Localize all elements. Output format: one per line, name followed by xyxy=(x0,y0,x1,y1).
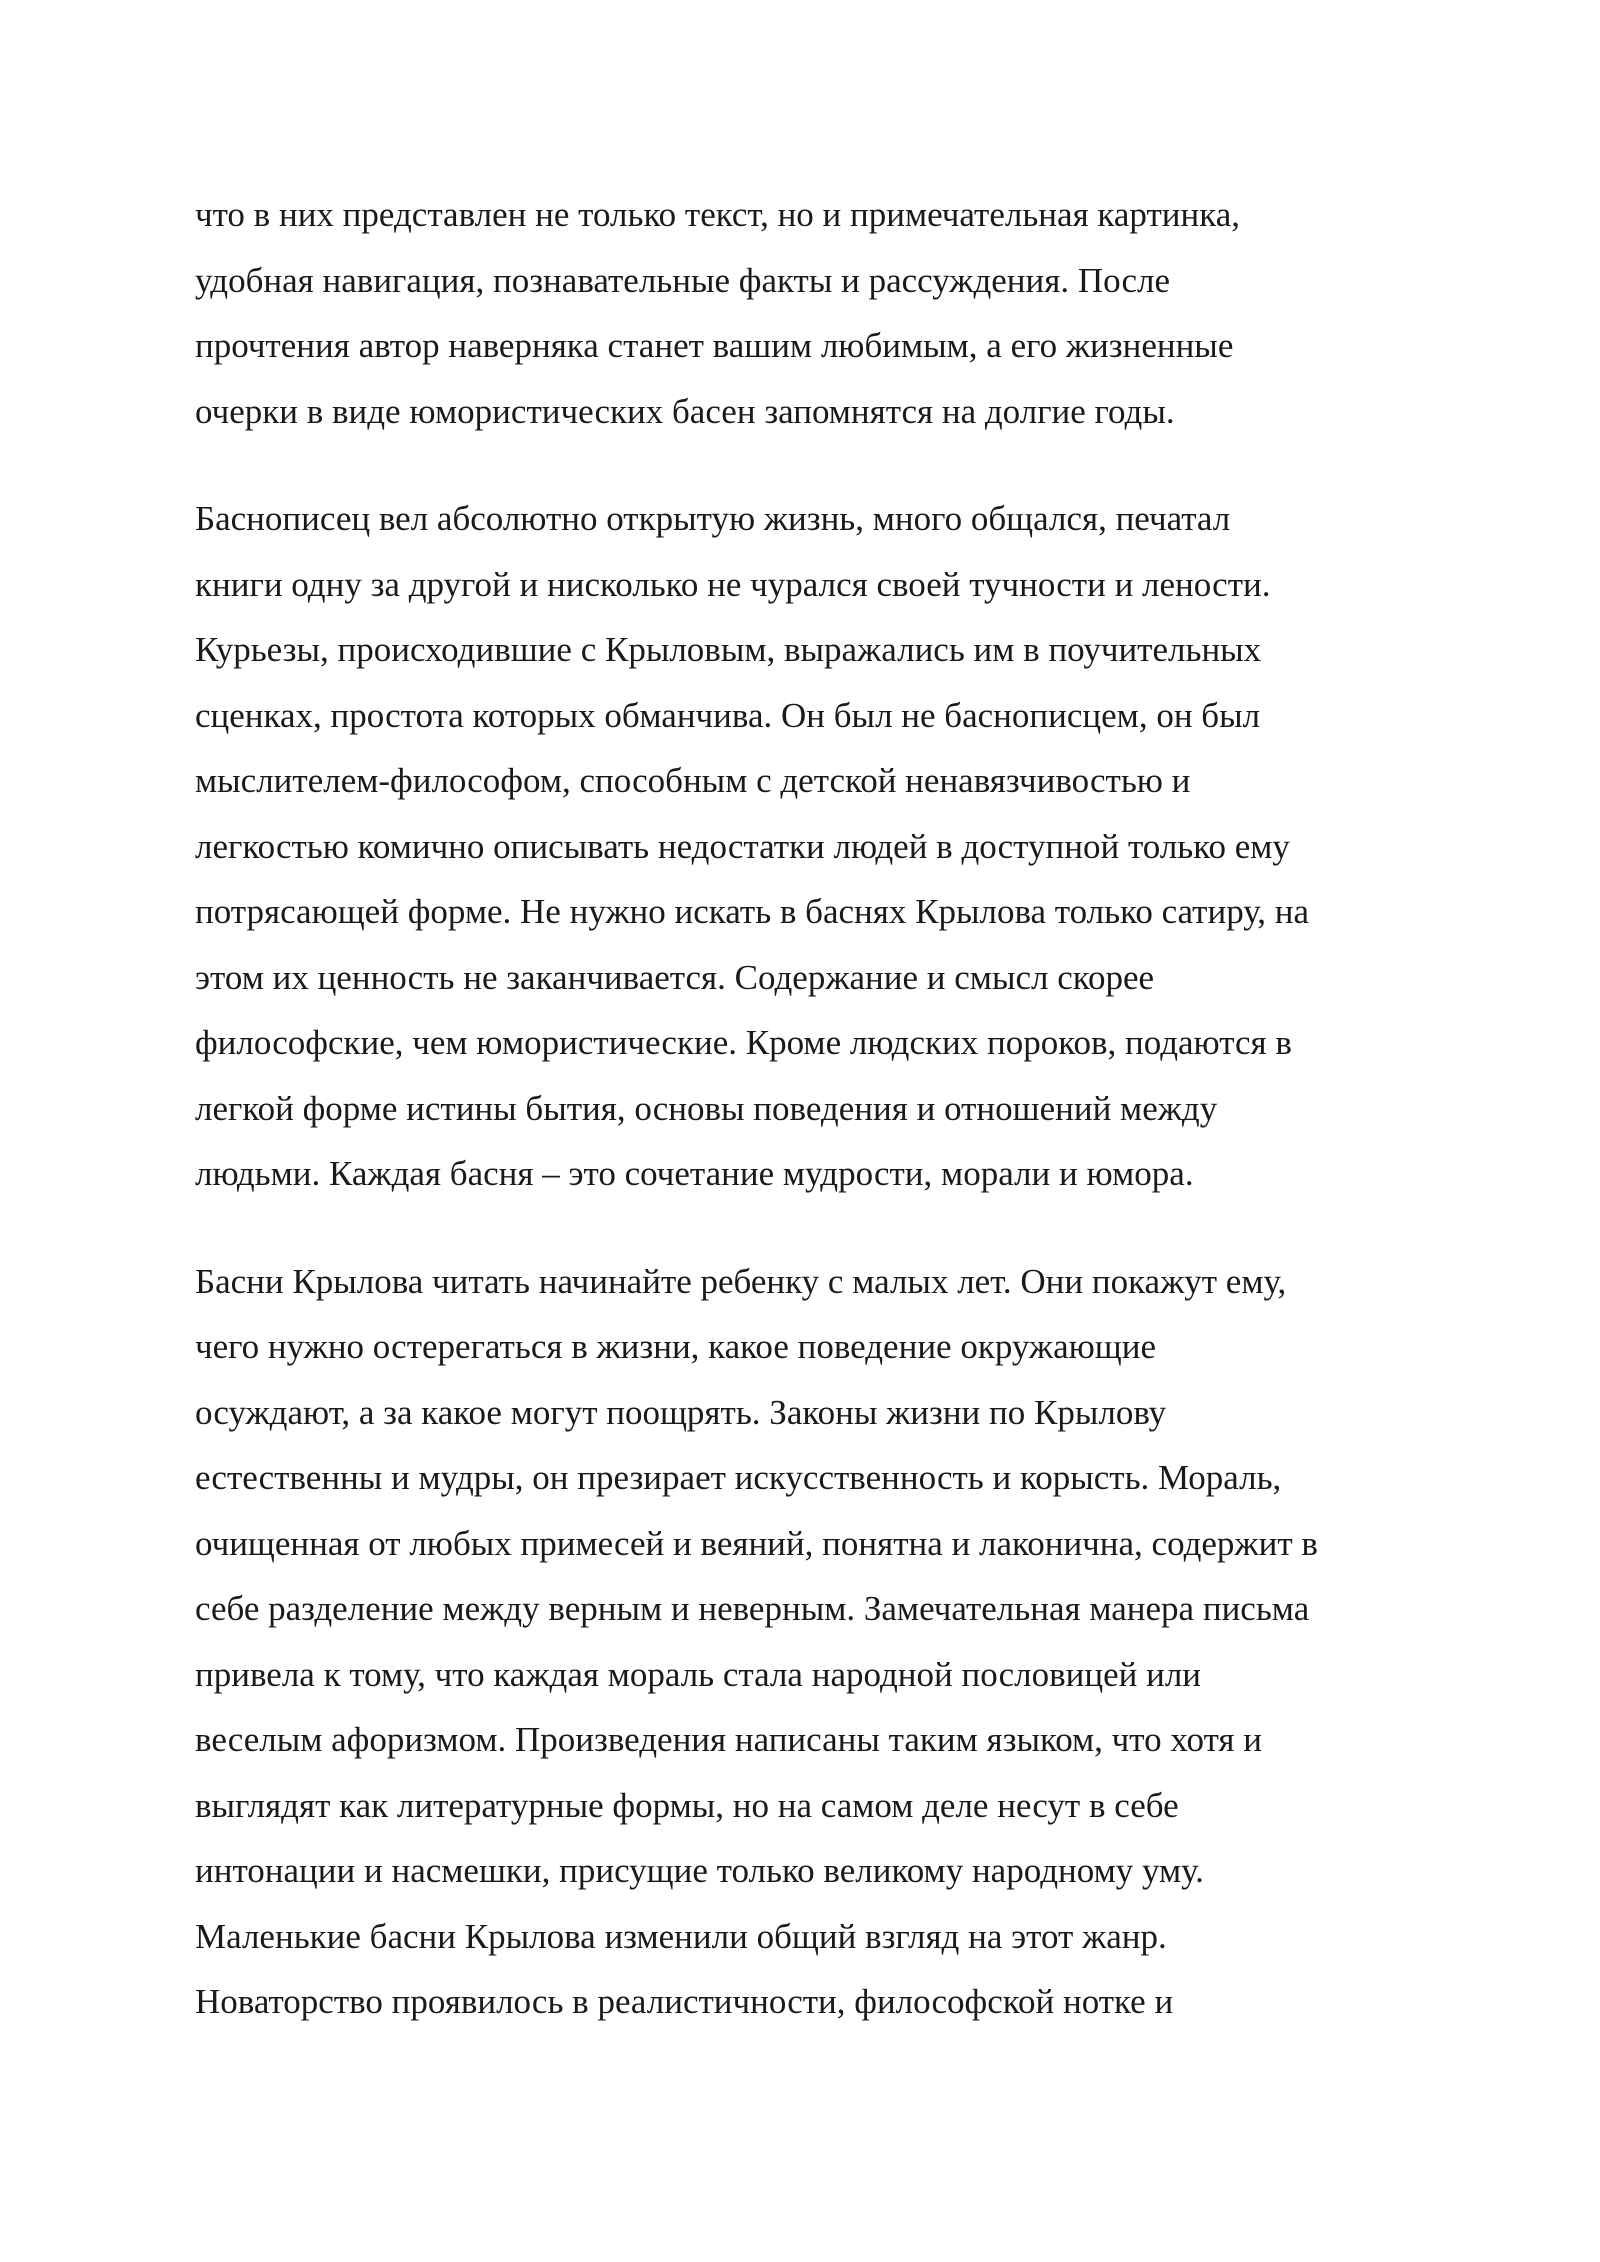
text-line: людьми. Каждая басня – это сочетание мудрости, морали и юмора. xyxy=(195,1154,1194,1193)
text-line: выглядят как литературные формы, но на самом деле несут в себе xyxy=(195,1785,1179,1825)
text-line: прочтения автор наверняка станет вашим любимым, а его жизненные xyxy=(195,326,1234,365)
text-line: Курьезы, происходившие с Крыловым, выражались им в поучительных xyxy=(195,630,1262,669)
body-text xyxy=(195,182,1455,2077)
text-line: книги одну за другой и нисколько не чурался своей тучности и лености. xyxy=(195,564,1271,604)
text-line: привела к тому, что каждая мораль стала народной пословицей или xyxy=(195,1654,1202,1694)
text-line: Маленькие басни Крылова изменили общий взгляд на этот жанр. xyxy=(195,1916,1167,1956)
text-line: философские, чем юмористические. Кроме людских пороков, подаются в xyxy=(195,1023,1292,1062)
text-line: потрясающей форме. Не нужно искать в баснях Крылова только сатиру, на xyxy=(195,892,1310,931)
text-line: себе разделение между верным и неверным. Замечательная манера письма xyxy=(195,1589,1310,1628)
text-line: мыслителем-философом, способным с детской ненавязчивостью и xyxy=(195,761,1191,800)
text-line: естественны и мудры, он презирает искусственность и корысть. Мораль, xyxy=(195,1458,1282,1497)
text-line: Новаторство проявилось в реалистичности, философской нотке и xyxy=(195,1982,1174,2021)
text-line: очищенная от любых примесей и веяний, понятна и лаконична, содержит в xyxy=(195,1523,1318,1563)
text-line: сценках, простота которых обманчива. Он был не баснописцем, он был xyxy=(195,695,1261,735)
text-line: легкостью комично описывать недостатки людей в доступной только ему xyxy=(195,826,1290,866)
text-line: этом их ценность не заканчивается. Содержание и смысл скорее xyxy=(195,957,1155,997)
text-line: удобная навигация, познавательные факты и рассуждения. После xyxy=(195,260,1171,300)
text-line: очерки в виде юмористических басен запомнятся на долгие годы. xyxy=(195,391,1175,431)
text-line: что в них представлен не только текст, но и примечательная картинка, xyxy=(195,195,1240,234)
text-line: легкой форме истины бытия, основы поведения и отношений между xyxy=(195,1088,1218,1128)
text-line: чего нужно остерегаться в жизни, какое поведение окружающие xyxy=(195,1327,1156,1366)
paragraph-2 xyxy=(195,486,1455,1207)
text-line: осуждают, а за какое могут поощрять. Законы жизни по Крылову xyxy=(195,1392,1167,1432)
text-line: веселым афоризмом. Произведения написаны таким языком, что хотя и xyxy=(195,1720,1262,1759)
text-line: Баснописец вел абсолютно открытую жизнь, много общался, печатал xyxy=(195,499,1231,538)
text-line: интонации и насмешки, присущие только великому народному уму. xyxy=(195,1851,1204,1890)
paragraph-1 xyxy=(195,182,1455,444)
paragraph-3 xyxy=(195,1249,1455,2035)
text-line: Басни Крылова читать начинайте ребенку с малых лет. Они покажут ему, xyxy=(195,1261,1287,1301)
